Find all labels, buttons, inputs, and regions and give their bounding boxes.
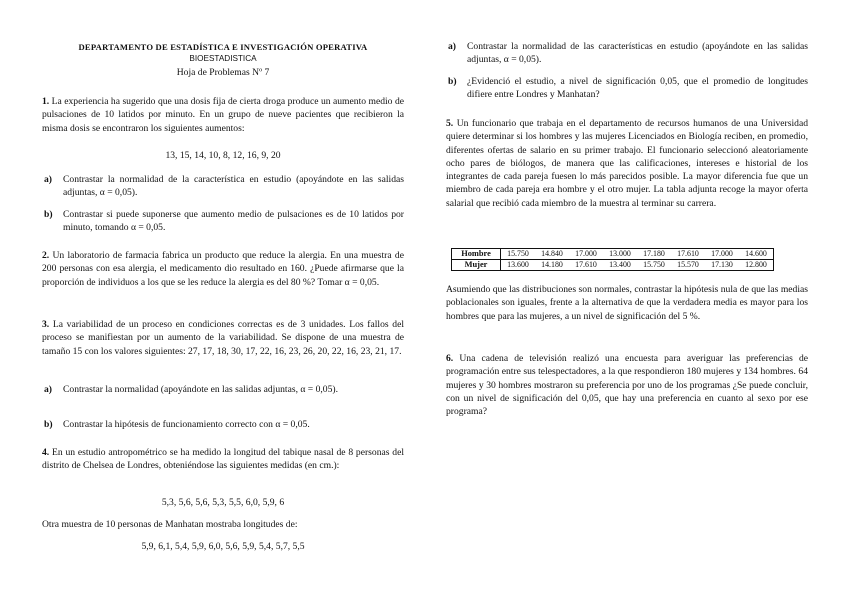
part-a-label: a): [448, 41, 456, 52]
table-cell: 14.600: [739, 249, 774, 260]
table-cell: 17.610: [569, 260, 603, 271]
problem-2-text: Un laboratorio de farmacia fabrica un producto que reduce la alergia. En una muestra de 200 personas con esa alergia, el medicamento dio resultado en 160. ¿Puede afirmarse que la proporción de individuos a los que se les reduce la alergia es del 80 %? Tomar α = 0,05.: [42, 250, 404, 288]
problem-3-part-b: [42, 418, 404, 432]
table-cell: 17.000: [569, 249, 603, 260]
part-b-label: b): [44, 209, 53, 220]
table-cell: 17.130: [705, 260, 739, 271]
part-a-text: Contrastar la normalidad (apoyándote en las salidas adjuntas, α = 0,05).: [63, 384, 338, 395]
part-b-label: b): [44, 419, 53, 430]
table-row-header: Mujer: [452, 260, 501, 271]
problem-6-statement: [446, 352, 808, 418]
part-a-label: a): [44, 384, 52, 395]
part-b-text: Contrastar si puede suponerse que aumento medio de pulsaciones es de 10 latidos por minuto, tomando α = 0,05.: [63, 209, 404, 234]
problem-1-part-a: [42, 173, 404, 200]
part-b-label: b): [448, 76, 457, 87]
problem-3-text: La variabilidad de un proceso en condiciones correctas es de 3 unidades. Los fallos del proceso se manifiestan por un aumento de la variabilidad. Se dispone de una muestra de tamaño 15 con los valores siguientes: 27, 17, 18, 30, 17, 22, 16, 23, 26, 20, 22, 16, 23, 21, 17.: [42, 319, 404, 357]
problem-5-text: Un funcionario que trabaja en el departamento de recursos humanos de una Universidad quiere determinar si los hombres y las mujeres Licenciados en Biología reciben, en promedio, diferentes ofertas de salario en su primer trabajo. El funcionario seleccionó aleatoriamente ocho pares de biólogos, de manera que las calificaciones, intereses e historial de los integrantes de cada pareja fuesen lo más parecidos posible. La mayor diferencia fue que un miembro de cada pareja era hombre y el otro mujer. La tabla adjunta recoge la mayor oferta salarial que recibió cada miembro de la muestra al terminar su carrera.: [446, 118, 808, 209]
problem-1-statement: [42, 95, 404, 135]
problem-4-number: 4.: [42, 447, 50, 458]
problem-1-part-b: [42, 208, 404, 235]
table-row: [452, 249, 774, 260]
problem-4-part-a: [446, 40, 808, 67]
salary-table: [451, 248, 774, 271]
table-cell: 12.800: [739, 260, 774, 271]
course-title: BIOESTADISTICA: [189, 54, 257, 63]
problem-2-number: 2.: [42, 250, 50, 261]
part-b-text: ¿Evidenció el estudio, a nivel de significación 0,05, que el promedio de longitudes difiere entre Londres y Manhatan?: [467, 76, 808, 101]
problem-4-text: En un estudio antropométrico se ha medido la longitud del tabique nasal de 8 personas del distrito de Chelsea de Londres, obteniéndose las siguientes medidas (en cm.):: [42, 447, 404, 472]
table-cell: 13.600: [501, 260, 536, 271]
table-cell: 15.570: [671, 260, 705, 271]
table-cell: 17.000: [705, 249, 739, 260]
problem-3-number: 3.: [42, 319, 50, 330]
table-cell: 15.750: [501, 249, 536, 260]
problem-5-statement: [446, 117, 808, 210]
department-title: DEPARTAMENTO DE ESTADÍSTICA E INVESTIGACIÓN OPERATIVA: [78, 42, 368, 52]
problem-4-data-manhatan: 5,9, 6,1, 5,4, 5,9, 6,0, 5,6, 5,9, 5,4, 5,7, 5,5: [141, 541, 305, 552]
part-b-text: Contrastar la hipótesis de funcionamiento correcto con α = 0,05.: [63, 419, 310, 430]
problem-4-text2: Otra muestra de 10 personas de Manhatan mostraba longitudes de:: [42, 519, 298, 530]
part-a-text: Contrastar la normalidad de las características en estudio (apoyándote en las salidas adjuntas, α = 0,05).: [467, 41, 808, 66]
problem-3-statement: [42, 318, 404, 358]
table-row: [452, 260, 774, 271]
table-cell: 13.000: [603, 249, 637, 260]
problem-1-data: 13, 15, 14, 10, 8, 12, 16, 9, 20: [165, 150, 281, 161]
sheet-title: Hoja de Problemas Nº 7: [176, 67, 270, 78]
table-cell: 15.750: [637, 260, 671, 271]
table-cell: 14.180: [535, 260, 569, 271]
table-row-header: Hombre: [452, 249, 501, 260]
table-cell: 17.180: [637, 249, 671, 260]
problem-6-number: 6.: [446, 353, 454, 364]
table-cell: 13.400: [603, 260, 637, 271]
problem-5-text2: Asumiendo que las distribuciones son normales, contrastar la hipótesis nula de que las medias poblacionales son iguales, frente a la alternativa de que la verdadera media es mayor para los hombres que para las mujeres, a un nivel de significación del 5 %.: [446, 284, 808, 322]
problem-5-number: 5.: [446, 118, 454, 129]
problem-4-part-b: [446, 75, 808, 102]
problem-2-statement: [42, 249, 404, 289]
problem-3-part-a: [42, 383, 404, 410]
table-cell: 14.840: [535, 249, 569, 260]
problem-6-text: Una cadena de televisión realizó una encuesta para averiguar las preferencias de programación entre sus telespectadores, a la que respondieron 180 mujeres y 134 hombres. 64 mujeres y 30 hombres mostraron su preferencia por uno de los programas ¿Se puede concluir, con un nivel de significación del 0,05, que hay una preferencia en cuanto al sexo por ese programa?: [446, 353, 808, 418]
problem-1-text: La experiencia ha sugerido que una dosis fija de cierta droga produce un aumento medio de pulsaciones de 10 latidos por minuto. En un grupo de nueve pacientes que recibieron la misma dosis se encontraron los siguientes aumentos:: [42, 96, 404, 134]
problem-4-statement: [42, 446, 404, 473]
problem-1-number: 1.: [42, 96, 50, 107]
table-cell: 17.610: [671, 249, 705, 260]
problem-4-data-chelsea: 5,3, 5,6, 5,6, 5,3, 5,5, 6,0, 5,9, 6: [161, 497, 285, 508]
part-a-label: a): [44, 174, 52, 185]
part-a-text: Contrastar la normalidad de la característica en estudio (apoyándote en las salidas adjuntas, α = 0,05).: [63, 174, 404, 199]
